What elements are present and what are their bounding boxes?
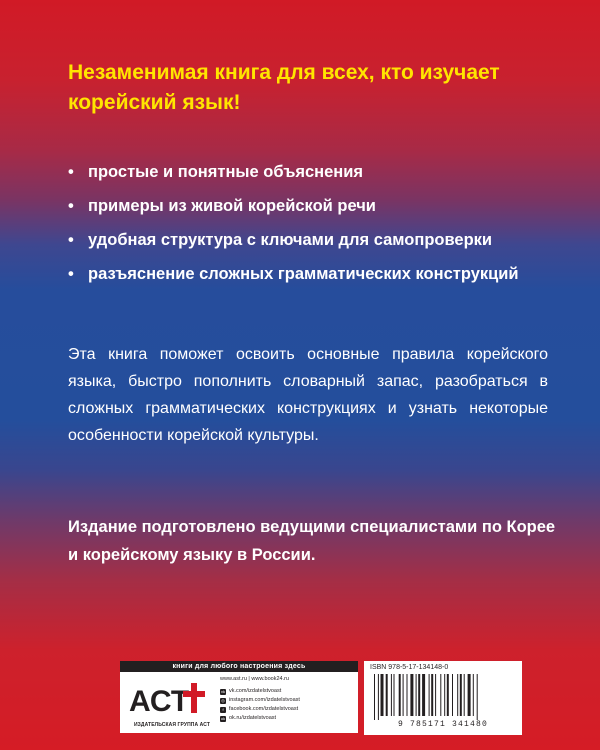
barcode-bar bbox=[403, 674, 404, 716]
barcode-bar bbox=[460, 674, 462, 716]
barcode-bar bbox=[477, 674, 478, 720]
footer-note: Издание подготовлено ведущими специалистами по Корее и корейскому языку в России. bbox=[68, 518, 556, 564]
publisher-links bbox=[220, 675, 356, 723]
feature-item bbox=[68, 161, 568, 183]
barcode-bar bbox=[452, 674, 453, 716]
barcode-bar bbox=[473, 674, 474, 716]
barcode-bar bbox=[381, 674, 384, 716]
barcode-bar bbox=[378, 674, 379, 720]
feature-text: примеры из живой корейской речи bbox=[88, 197, 376, 215]
barcode-bar bbox=[464, 674, 465, 716]
publisher-imprint bbox=[120, 661, 358, 733]
bullet-icon: • bbox=[68, 231, 74, 249]
feature-text: удобная структура с ключами для самопроверки bbox=[88, 231, 493, 249]
publisher-caption: ИЗДАТЕЛЬСКАЯ ГРУППА АСТ bbox=[133, 722, 210, 728]
publisher-tagline: книги для любого настроения здесь bbox=[120, 661, 358, 672]
description: Эта книга поможет освоить основные правила корейского языка, быстро пополнить словарный запас, разобраться в сложных грамматических конструкциях и узнать некоторые особенности корейской культуры. bbox=[68, 346, 548, 444]
social-link-ok[interactable] bbox=[220, 714, 356, 723]
barcode-bar bbox=[468, 674, 471, 716]
barcode-digits: 9 785171 341480 bbox=[397, 720, 488, 729]
social-link-text: facebook.com/izdatelstvoast bbox=[229, 706, 299, 712]
feature-item bbox=[68, 229, 568, 251]
headline: Незаменимая книга для всех, кто изучает корейский язык! bbox=[68, 61, 500, 114]
isbn-label: ISBN 978-5-17-134148-0 bbox=[370, 664, 449, 671]
barcode-bar bbox=[394, 674, 395, 716]
bullet-icon: • bbox=[68, 265, 74, 283]
barcode-bar bbox=[374, 674, 375, 720]
logo-text: АСТ bbox=[129, 685, 190, 718]
social-link-instagram[interactable] bbox=[220, 696, 356, 705]
feature-text: разъяснение сложных грамматических конструкций bbox=[88, 265, 519, 283]
feature-item bbox=[68, 195, 568, 217]
barcode-icon bbox=[370, 674, 516, 720]
bullet-icon: • bbox=[68, 163, 74, 181]
barcode-bar bbox=[440, 674, 441, 716]
barcode-bar bbox=[407, 674, 408, 716]
social-link-facebook[interactable] bbox=[220, 705, 356, 714]
barcode-bar bbox=[435, 674, 436, 716]
social-link-text: vk.com/izdatelstvoast bbox=[229, 688, 282, 694]
barcode-bar bbox=[431, 674, 433, 716]
barcode-bar bbox=[444, 674, 445, 716]
barcode-bar bbox=[422, 674, 425, 716]
barcode-bar bbox=[399, 674, 401, 716]
social-link-vk[interactable] bbox=[220, 687, 356, 696]
barcode-bar bbox=[447, 674, 449, 716]
barcode-bar bbox=[391, 674, 392, 716]
barcode-bar bbox=[457, 674, 458, 716]
feature-item bbox=[68, 263, 568, 285]
publisher-logo bbox=[125, 677, 215, 729]
website-links[interactable]: www.ast.ru | www.book24.ru bbox=[220, 676, 289, 682]
feature-text: простые и понятные объяснения bbox=[88, 163, 364, 181]
barcode-bar bbox=[429, 674, 430, 716]
odnoklassniki-icon: ok bbox=[220, 715, 226, 721]
isbn-block bbox=[364, 661, 522, 735]
instagram-icon: ◎ bbox=[221, 697, 225, 703]
bullet-icon: • bbox=[68, 197, 74, 215]
social-link-text: ok.ru/izdatelstvoast bbox=[229, 715, 277, 721]
barcode-bar bbox=[416, 674, 417, 716]
vk-icon: vk bbox=[221, 688, 225, 694]
facebook-icon: f bbox=[220, 707, 226, 713]
barcode-bar bbox=[418, 674, 420, 716]
ast-logo-icon bbox=[125, 677, 215, 721]
feature-list bbox=[68, 161, 568, 297]
barcode-bar bbox=[386, 674, 388, 716]
social-link-text: instagram.com/izdatelstvoast bbox=[229, 697, 300, 703]
barcode-bar bbox=[410, 674, 413, 716]
